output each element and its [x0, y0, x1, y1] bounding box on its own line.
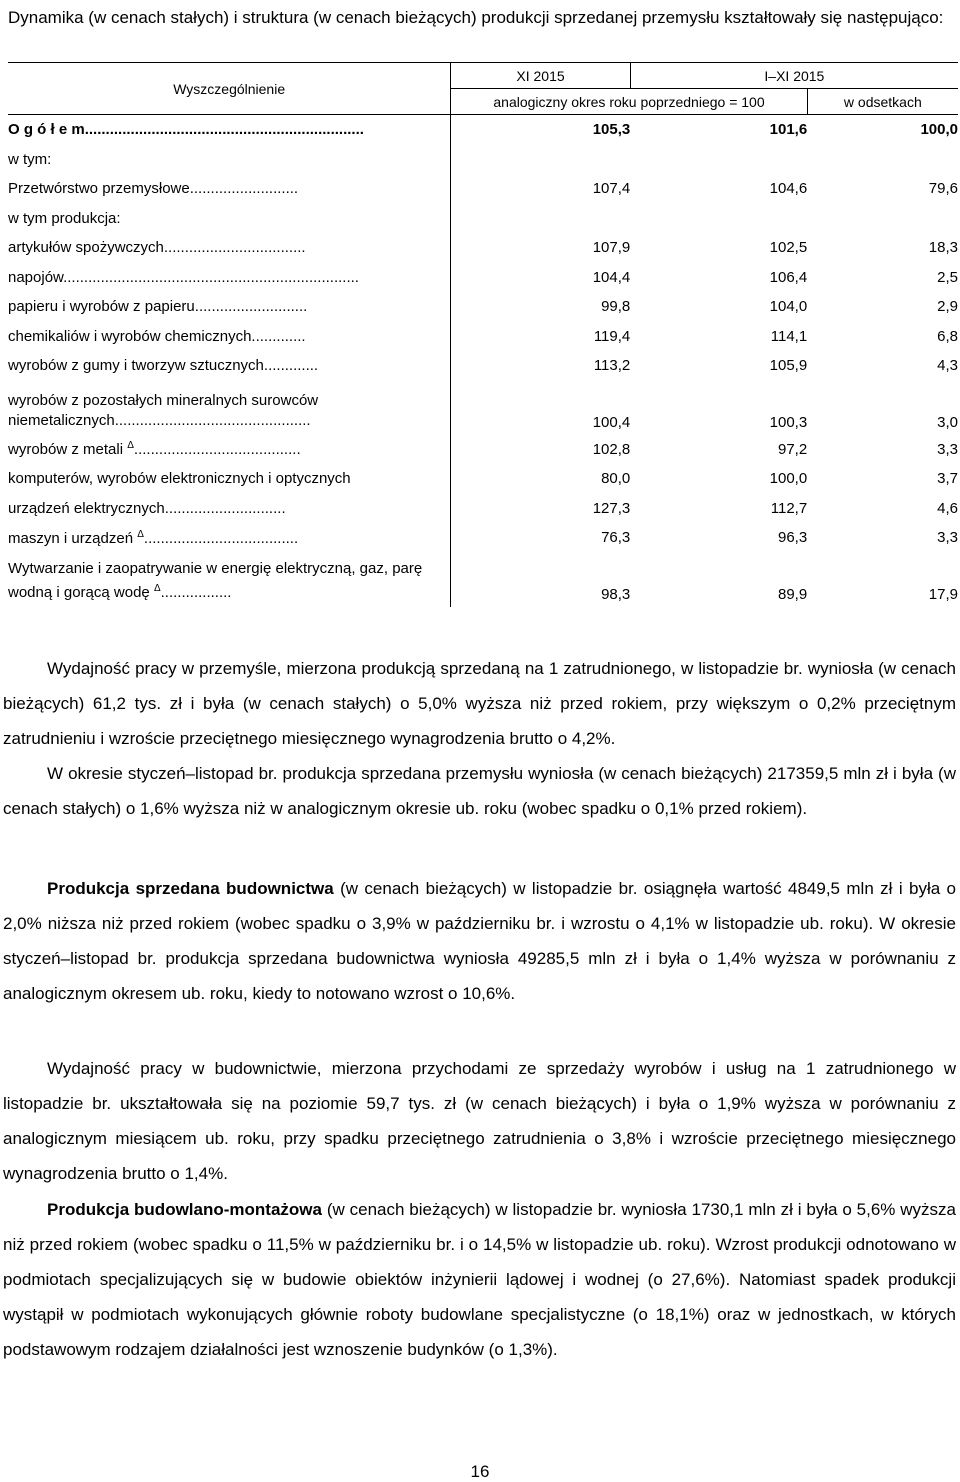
row-label-text: chemikaliów i wyrobów chemicznych: [8, 327, 252, 345]
cell-v2: 100,3: [769, 413, 808, 431]
row-label-text: Przetwórstwo przemysłowe: [8, 180, 190, 198]
header-col2: I–XI 2015: [630, 63, 958, 89]
cell-v1: [451, 145, 630, 175]
cell-v2: 100,0: [769, 470, 808, 488]
cell-v1: 119,4: [593, 327, 631, 345]
cell-v1: 127,3: [592, 499, 631, 517]
cell-v3: 79,6: [928, 180, 958, 198]
row-label-text: Wytwarzanie i zaopatrywanie w energię elektryczną, gaz, parę wodną i gorącą wodę: [8, 559, 423, 601]
paragraph-3: [3, 871, 956, 1011]
leader-dots: ..........................: [189, 180, 299, 198]
cell-v3: 4,3: [937, 357, 958, 375]
cell-v2: 96,3: [777, 529, 808, 547]
cell-v3: 2,5: [937, 268, 958, 286]
cell-v1: 80,0: [601, 470, 631, 488]
row-label: [8, 523, 451, 553]
production-table: [8, 62, 958, 607]
leader-dots: ........................................: [133, 441, 301, 459]
cell-v1: 100,4: [592, 413, 631, 431]
cell-v2: 112,7: [770, 499, 808, 517]
header-wyszczegolnienie: Wyszczególnienie: [8, 63, 451, 115]
row-label: [8, 464, 451, 494]
row-label: [8, 322, 451, 352]
row-label: [8, 145, 451, 175]
cell-v1: 102,8: [592, 440, 631, 458]
row-label: [8, 292, 451, 322]
row-label-text: w tym:: [8, 150, 52, 168]
cell-v3: [807, 145, 958, 175]
cell-v2: [630, 145, 807, 175]
row-label: [8, 233, 451, 263]
table-row: [8, 435, 958, 465]
table-row: [8, 381, 958, 435]
row-label: [8, 553, 451, 607]
cell-v1: 107,4: [592, 180, 631, 198]
table-row: [8, 145, 958, 175]
table-row: [8, 494, 958, 524]
cell-v1: 98,3: [601, 585, 631, 603]
leader-dots: .............: [263, 357, 319, 375]
table-row: [8, 523, 958, 553]
leader-dots: ...................................................................: [84, 121, 364, 139]
table-row: [8, 263, 958, 293]
cell-v3: [807, 204, 958, 234]
paragraph-3-text: (w cenach bieżących) w listopadzie br. osiągnęła wartość 4849,5 mln zł i była o 2,0% niższa niż przed rokiem (wobec spadku o 3,9% w październiku br. i wzrostu o 4,1% w listopadzie ub. roku). W okresie styczeń–listopad br. produkcja sprzedana budownictwa wyniosła 49285,5 mln zł i była o 1,4% wyższa w porównaniu z analogicznym okresem ub. roku, kiedy to notowano wzrost o 10,6%.: [3, 879, 957, 1003]
cell-v2: 89,9: [777, 585, 808, 603]
header-sub12: analogiczny okres roku poprzedniego = 100: [451, 89, 807, 115]
row-label-text: artykułów spożywczych: [8, 239, 164, 257]
cell-v1: 107,9: [592, 239, 631, 257]
table-row: [8, 233, 958, 263]
row-label-text: wyrobów z pozostałych mineralnych surowców niemetalicznych: [8, 391, 319, 429]
paragraph-4-text: Wydajność pracy w budownictwie, mierzona przychodami ze sprzedaży wyrobów i usług na 1 zatrudnionego w listopadzie br. ukształtowała się na poziomie 59,7 tys. zł (w cenach bieżących) i była o 1,9% wyższa w porównaniu z analogicznym miesiącem ub. roku, przy spadku przeciętnego zatrudnienia o 3,8% i wzroście przeciętnego miesięcznego wynagrodzenia brutto o 1,4%.: [3, 1059, 956, 1183]
header-col3: w odsetkach: [807, 89, 958, 115]
cell-v3: 18,3: [928, 239, 958, 257]
delta-mark: Δ: [127, 440, 134, 452]
table-row: [8, 115, 958, 145]
header-col1: XI 2015: [451, 63, 630, 89]
row-label: [8, 115, 451, 145]
table-row: [8, 292, 958, 322]
cell-v3: 17,9: [928, 585, 958, 603]
leader-dots: .....................................: [143, 529, 299, 547]
paragraph-5-text: (w cenach bieżących) w listopadzie br. wyniosła 1730,1 mln zł i była o 5,6% wyższa niż przed rokiem (wobec spadku o 11,5% w październiku br. i o 14,5% w listopadzie ub. roku). Wzrost produkcji odnotowano w podmiotach specjalizujących się w budowie obiektów inżynierii lądowej i wodnej (o 27,6%). Natomiast spadek produkcji wystąpił w podmiotach wykonujących głównie roboty budowlane specjalistyczne (o 18,1%) oraz w jednostkach, w których podstawowym rodzajem działalności jest wznoszenie budynków (o 1,3%).: [3, 1200, 956, 1359]
row-label: [8, 263, 451, 293]
paragraph-3-bold: Produkcja sprzedana budownictwa: [47, 879, 334, 898]
cell-v2: 106,4: [769, 268, 808, 286]
cell-v3: 3,7: [937, 470, 958, 488]
cell-v1: 105,3: [592, 121, 631, 139]
leader-dots: .......................................................................: [63, 268, 359, 286]
row-label-text: napojów: [8, 268, 64, 286]
table-row: [8, 553, 958, 607]
paragraph-4: [3, 1051, 956, 1191]
row-label: [8, 494, 451, 524]
row-label-text: w tym produkcja:: [8, 209, 121, 227]
row-label: [8, 204, 451, 234]
cell-v2: 105,9: [769, 357, 808, 375]
delta-mark: Δ: [153, 582, 161, 594]
paragraph-2-text: W okresie styczeń–listopad br. produkcja sprzedana przemysłu wyniosła (w cenach bieżących) 217359,5 mln zł i była (w cenach stałych) o 1,6% wyższa niż w analogicznym okresie ub. roku (wobec spadku o 0,1% przed rokiem).: [3, 764, 956, 818]
leader-dots: ...............................................: [114, 411, 311, 429]
leader-dots: .................: [160, 583, 232, 601]
table-row: [8, 174, 958, 204]
leader-dots: .............................: [164, 499, 286, 517]
cell-v3: 3,3: [937, 440, 958, 458]
cell-v3: 100,0: [920, 121, 958, 139]
row-label: [8, 435, 451, 465]
leader-dots: .............: [251, 327, 306, 345]
table-row: [8, 322, 958, 352]
row-label-text: komputerów, wyrobów elektronicznych i optycznych: [8, 470, 351, 488]
row-label-text: maszyn i urządzeń: [8, 529, 134, 547]
table-row: [8, 351, 958, 381]
cell-v3: 3,0: [937, 413, 958, 431]
cell-v2: 104,6: [769, 180, 808, 198]
table-row: [8, 464, 958, 494]
cell-v2: 104,0: [769, 298, 808, 316]
row-label: [8, 174, 451, 204]
row-label-text: wyrobów z gumy i tworzyw sztucznych: [8, 357, 264, 375]
row-label-text: O g ó ł e m: [8, 121, 85, 139]
leader-dots: ...........................: [194, 298, 308, 316]
cell-v2: 101,6: [769, 121, 808, 139]
cell-v1: 113,2: [593, 357, 631, 375]
paragraph-2: [3, 756, 956, 826]
cell-v1: [451, 204, 630, 234]
row-label-text: papieru i wyrobów z papieru: [8, 298, 195, 316]
leader-dots: ..................................: [163, 239, 306, 257]
paragraph-1-text: Wydajność pracy w przemyśle, mierzona produkcją sprzedaną na 1 zatrudnionego, w listopadzie br. wyniosła (w cenach bieżących) 61,2 tys. zł i była (w cenach stałych) o 5,0% wyższa niż przed rokiem, przy większym o 0,2% przeciętnym zatrudnieniu i wzroście przeciętnego miesięcznego wynagrodzenia brutto o 4,2%.: [3, 659, 956, 748]
table-row: [8, 204, 958, 234]
paragraph-1: [3, 651, 956, 756]
delta-mark: Δ: [137, 528, 144, 540]
intro-text: Dynamika (w cenach stałych) i struktura (w cenach bieżących) produkcji sprzedanej przemysłu kształtowały się następująco:: [8, 8, 944, 27]
cell-v3: 2,9: [937, 298, 958, 316]
page-number: 16: [470, 1462, 490, 1481]
row-label-text: urządzeń elektrycznych: [8, 499, 165, 517]
cell-v1: 99,8: [601, 298, 631, 316]
row-label-text: wyrobów z metali: [8, 441, 124, 459]
cell-v2: 114,1: [770, 327, 808, 345]
cell-v3: 6,8: [937, 327, 958, 345]
paragraph-5: [3, 1192, 956, 1367]
cell-v3: 3,3: [937, 529, 958, 547]
cell-v2: 97,2: [777, 440, 808, 458]
cell-v2: 102,5: [769, 239, 808, 257]
paragraph-5-bold: Produkcja budowlano-montażowa: [47, 1200, 322, 1219]
cell-v1: 104,4: [592, 268, 631, 286]
cell-v2: [630, 204, 807, 234]
row-label: [8, 351, 451, 381]
cell-v3: 4,6: [937, 499, 958, 517]
cell-v1: 76,3: [601, 529, 631, 547]
row-label: [8, 381, 451, 435]
